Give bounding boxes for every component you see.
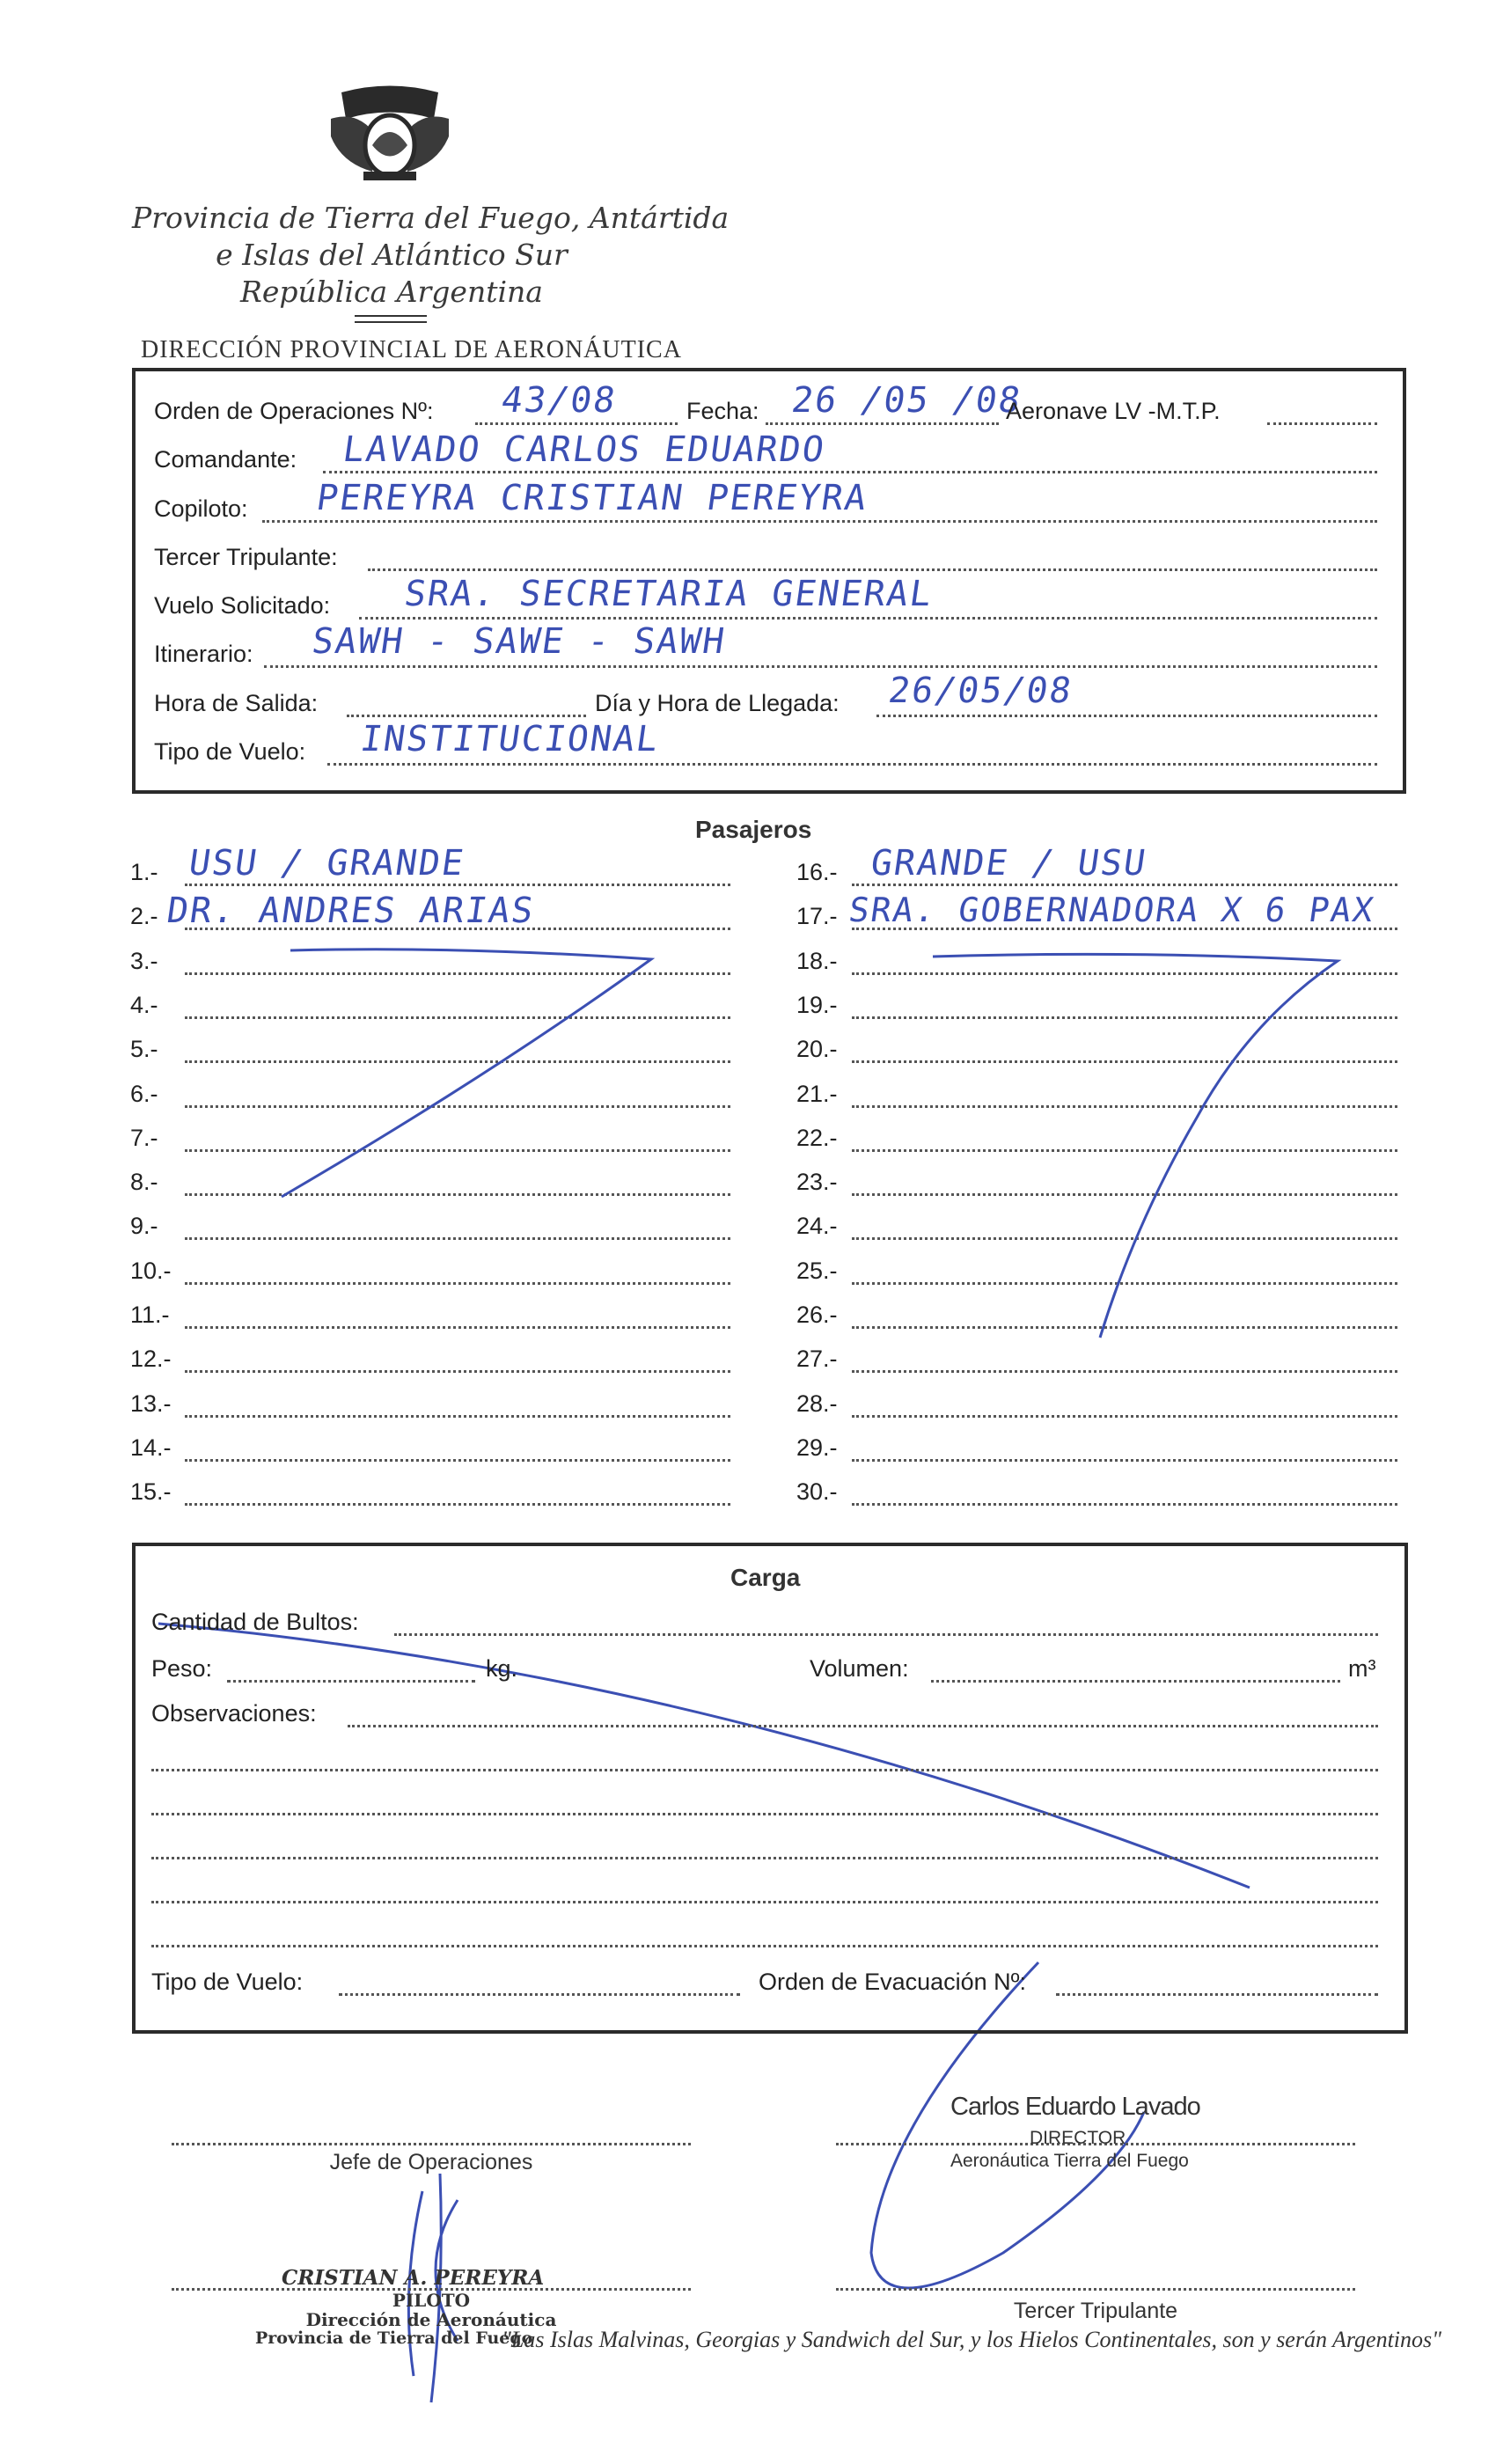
passenger-right-number: 19.-: [796, 991, 838, 1018]
cargo-title: Carga: [730, 1564, 801, 1591]
passenger-right-number: 18.-: [796, 947, 838, 974]
passenger-right-number: 27.-: [796, 1346, 838, 1373]
passenger-left-number: 4.-: [130, 991, 158, 1018]
passenger-right-number: 30.-: [796, 1478, 838, 1506]
passenger-left-number: 12.-: [130, 1346, 172, 1373]
passenger-left-number: 13.-: [130, 1390, 172, 1417]
passenger-left-number: 10.-: [130, 1257, 172, 1284]
passengers-title: Pasajeros: [695, 816, 812, 843]
passenger-left-number: 11.-: [130, 1302, 170, 1328]
pilot-name-stamp: CRISTIAN A. PEREYRA: [282, 2266, 545, 2290]
passenger-left-number: 15.-: [130, 1478, 172, 1506]
order-value: 43/08: [498, 380, 620, 421]
evac-line: [1056, 1993, 1378, 1996]
director-org-stamp: Aeronáutica Tierra del Fuego: [950, 2151, 1189, 2171]
passenger-left-number: 2.-: [130, 903, 158, 930]
passenger-left-number: 5.-: [130, 1036, 158, 1063]
commander-value: LAVADO CARLOS EDUARDO: [340, 429, 828, 470]
volume-unit: m³: [1348, 1655, 1376, 1682]
observations-line-5: [151, 1901, 1378, 1903]
footer-quote: "Las Islas Malvinas, Georgias y Sandwich del Sur, y los Hielos Continentales, son y serán Argentinos": [502, 2327, 1442, 2352]
weight-unit: kg.: [486, 1655, 518, 1682]
third-crew-label: Tercer Tripulante:: [154, 544, 338, 570]
passenger-right-number: 25.-: [796, 1257, 838, 1284]
passenger-left-number: 8.-: [130, 1169, 158, 1196]
passenger-left-number: 1.-: [130, 859, 158, 885]
observations-line-2: [151, 1769, 1378, 1771]
passenger-right-number: 28.-: [796, 1390, 838, 1417]
passenger-right-number: 29.-: [796, 1434, 838, 1461]
observations-line-1: [348, 1725, 1378, 1727]
departure-label: Hora de Salida:: [154, 690, 319, 716]
passenger-left-number: 3.-: [130, 947, 158, 974]
pilot-org-stamp-2: Provincia de Tierra del Fuego: [255, 2328, 533, 2348]
passenger-right-number: 20.-: [796, 1036, 838, 1063]
flight-requested-value: SRA. SECRETARIA GENERAL: [401, 574, 936, 614]
province-line-1: Provincia de Tierra del Fuego, Antártida: [132, 201, 730, 235]
passenger-right-number: 26.-: [796, 1302, 838, 1328]
volume-label: Volumen:: [810, 1655, 909, 1682]
observations-line-6: [151, 1945, 1378, 1947]
signature-line-bottom-right: [836, 2288, 1355, 2291]
signature-line-top-left: [172, 2143, 691, 2145]
arrival-label: Día y Hora de Llegada:: [595, 690, 840, 716]
province-line-2: e Islas del Atlántico Sur: [216, 238, 568, 272]
flight-type-value: INSTITUCIONAL: [357, 719, 663, 759]
weight-line: [227, 1680, 475, 1683]
date-label: Fecha:: [686, 398, 759, 424]
commander-label: Comandante:: [154, 446, 297, 473]
cargo-flight-type-line: [339, 1993, 740, 1996]
third-crew-signature-label: Tercer Tripulante: [1013, 2299, 1178, 2323]
cargo-flight-type-label: Tipo de Vuelo:: [151, 1969, 304, 1995]
copilot-label: Copiloto:: [154, 495, 248, 522]
passenger-right-number: 22.-: [796, 1124, 838, 1151]
packages-label: Cantidad de Bultos:: [151, 1609, 359, 1635]
aircraft-label: Aeronave LV -M.T.P.: [1006, 398, 1221, 424]
observations-line-4: [151, 1857, 1378, 1859]
passenger-left-number: 9.-: [130, 1213, 158, 1240]
passenger-2-value: DR. ANDRES ARIAS: [164, 891, 538, 931]
passenger-1-value: USU / GRANDE: [186, 843, 468, 884]
passenger-17-value: SRA. GOBERNADORA X 6 PAX: [846, 891, 1378, 929]
passenger-right-number: 16.-: [796, 859, 838, 885]
director-name-stamp: Carlos Eduardo Lavado: [950, 2093, 1200, 2121]
passenger-right-number: 21.-: [796, 1080, 838, 1107]
passenger-left-number: 6.-: [130, 1080, 158, 1107]
director-title-stamp: DIRECTOR: [1030, 2128, 1126, 2148]
weight-label: Peso:: [151, 1655, 213, 1682]
date-value: 26 /05 /08: [788, 380, 1025, 421]
volume-line: [931, 1680, 1340, 1683]
passenger-left-number: 14.-: [130, 1434, 172, 1461]
pilot-org-stamp-1: Dirección de Aeronáutica: [305, 2309, 557, 2330]
itinerary-value: SAWH - SAWE - SAWH: [309, 621, 729, 662]
observations-label: Observaciones:: [151, 1700, 317, 1727]
passenger-right-number: 17.-: [796, 903, 838, 930]
passenger-right-number: 23.-: [796, 1169, 838, 1196]
flight-type-label: Tipo de Vuelo:: [154, 738, 306, 765]
passenger-right-number: 24.-: [796, 1213, 838, 1240]
passenger-16-value: GRANDE / USU: [868, 843, 1150, 884]
observations-line-3: [151, 1813, 1378, 1815]
directorate-title: DIRECCIÓN PROVINCIAL DE AERONÁUTICA: [141, 336, 682, 363]
arrival-value: 26/05/08: [885, 671, 1075, 711]
order-label: Orden de Operaciones Nº:: [154, 398, 434, 424]
pilot-title-stamp: PILOTO: [392, 2290, 471, 2311]
copilot-value: PEREYRA CRISTIAN PEREYRA: [313, 478, 871, 518]
flight-requested-label: Vuelo Solicitado:: [154, 592, 331, 619]
packages-line: [394, 1633, 1378, 1636]
itinerary-label: Itinerario:: [154, 641, 253, 667]
passenger-left-number: 7.-: [130, 1124, 158, 1151]
province-line-3: República Argentina: [240, 275, 543, 309]
operations-chief-label: Jefe de Operaciones: [329, 2150, 533, 2174]
evac-label: Orden de Evacuación Nº:: [759, 1969, 1027, 1995]
